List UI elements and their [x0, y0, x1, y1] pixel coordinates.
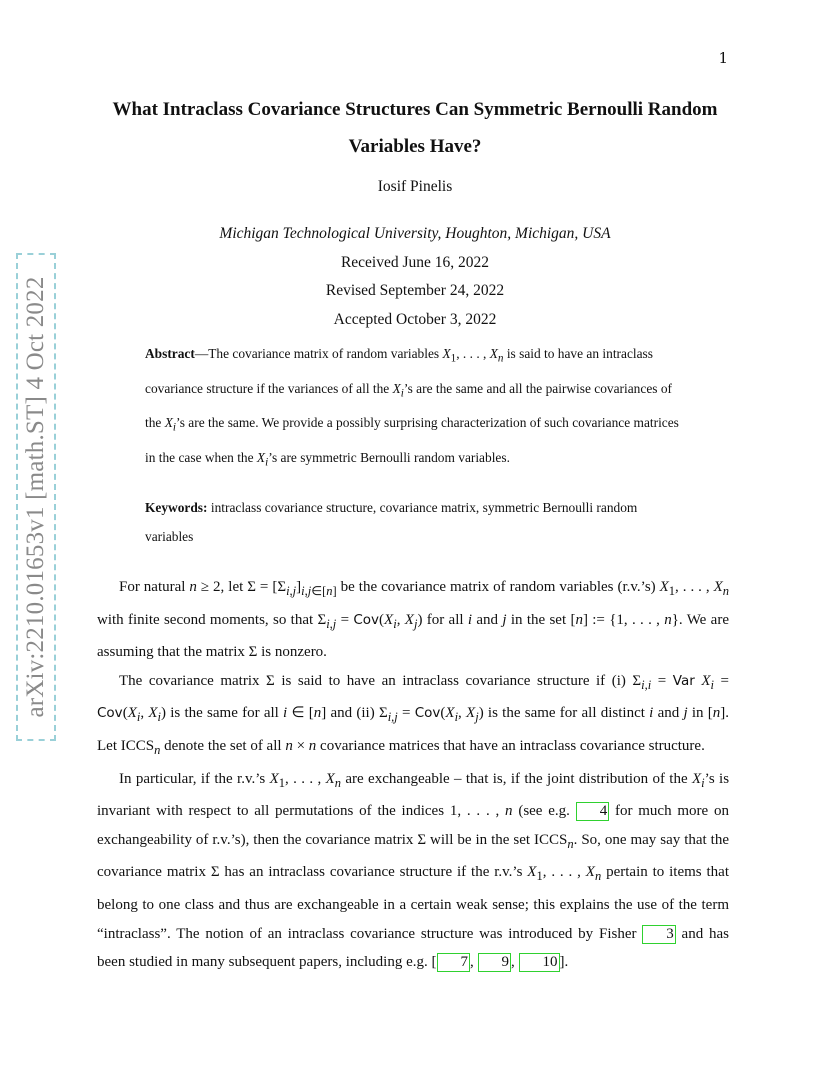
arxiv-stamp: [16, 253, 56, 741]
page-number: 1: [718, 49, 728, 67]
abstract: Abstract—The covariance matrix of random variables $X_1$, . . . , $X_n$ is said to have an intraclass covariance structure if the variances of all the $X_i’s$ are the same and all the pairwise covariances of the $X_i’s$ are the same. We provide a possibly surprising characterization of such covariance matrices in the case when the $X_i’s$ are symmetric Bernoulli random variables.: [145, 346, 679, 469]
paragraph: The covariance matrix Σ is said to have an intraclass covariance structure if (i) $\Sigma_{i,i}$ = Var $X_i = Cov(X_i$, $X_i$) is the same for all i ∈ [n] and (ii) $\Sigma_{i,j} = Cov(X_i$, $X_j$) is the same for all distinct i and j in [n]. Let $ICCS_n$ denote the set of all n × n covariance matrices that have an intraclass covariance structure.: [97, 672, 730, 757]
body-text: [97, 573, 729, 977]
accepted-date: Accepted October 3, 2022: [333, 311, 497, 328]
keywords-label: Keywords:: [145, 500, 208, 515]
paragraph: For natural n ≥ 2, let $\Sigma = [\Sigma_{i,j}]_{i,j\in[n]}$ be the covariance matrix of random variables (r.v.’s) $X_1$, . . . , $X_n$ with finite second moments, so that $\Sigma_{i,j} = Cov(X_i$, $X_j$) for all i and j in the set [n] := {1, . . . , n}. We are assuming that the matrix Σ is nonzero.: [97, 579, 730, 661]
affiliation: Michigan Technological University, Houghton, Michigan, USA: [219, 225, 611, 242]
citation-link[interactable]: 3: [642, 925, 676, 944]
arxiv-stamp-text: arXiv:2210.01653v1 [math.ST] 4 Oct 2022: [22, 276, 49, 718]
citation-link[interactable]: 10: [519, 953, 560, 972]
citation-link[interactable]: 7: [437, 953, 471, 972]
revised-date: Revised September 24, 2022: [325, 282, 505, 299]
author: Iosif Pinelis: [377, 178, 453, 195]
abstract-label: Abstract: [145, 346, 195, 361]
citation-link[interactable]: 9: [478, 953, 512, 972]
paragraph: In particular, if the r.v.’s $X_1$, . . . , $X_n$ are exchangeable – that is, if the joint distribution of the $X_i’s$ is invariant with respect to all permutations of the indices 1, . . . , n (see e.g. 4 for much more on exchangeability of r.v.’s), then the covariance matrix Σ will be in the set $ICCS_n$. So, one may say that the covariance matrix Σ has an intraclass covariance structure if the r.v.’s $X_1$, . . . , $X_n$ pertain to items that belong to one class and thus are exchangeable in a certain weak sense; this explains the use of the term “intraclass”. The notion of an intraclass covariance structure was introduced by Fisher 3 and has been studied in many subsequent papers, including e.g. [ 7 , 9 , 10 ].: [97, 770, 730, 971]
keywords-text: intraclass covariance structure, covariance matrix, symmetric Bernoulli random variables: [145, 500, 638, 544]
keywords: [145, 493, 685, 551]
citation-link[interactable]: 4: [576, 802, 610, 821]
paper-title: What Intraclass Covariance Structures Can Symmetric Bernoulli Random Variables Have?: [112, 99, 718, 157]
received-date: Received June 16, 2022: [340, 254, 490, 271]
